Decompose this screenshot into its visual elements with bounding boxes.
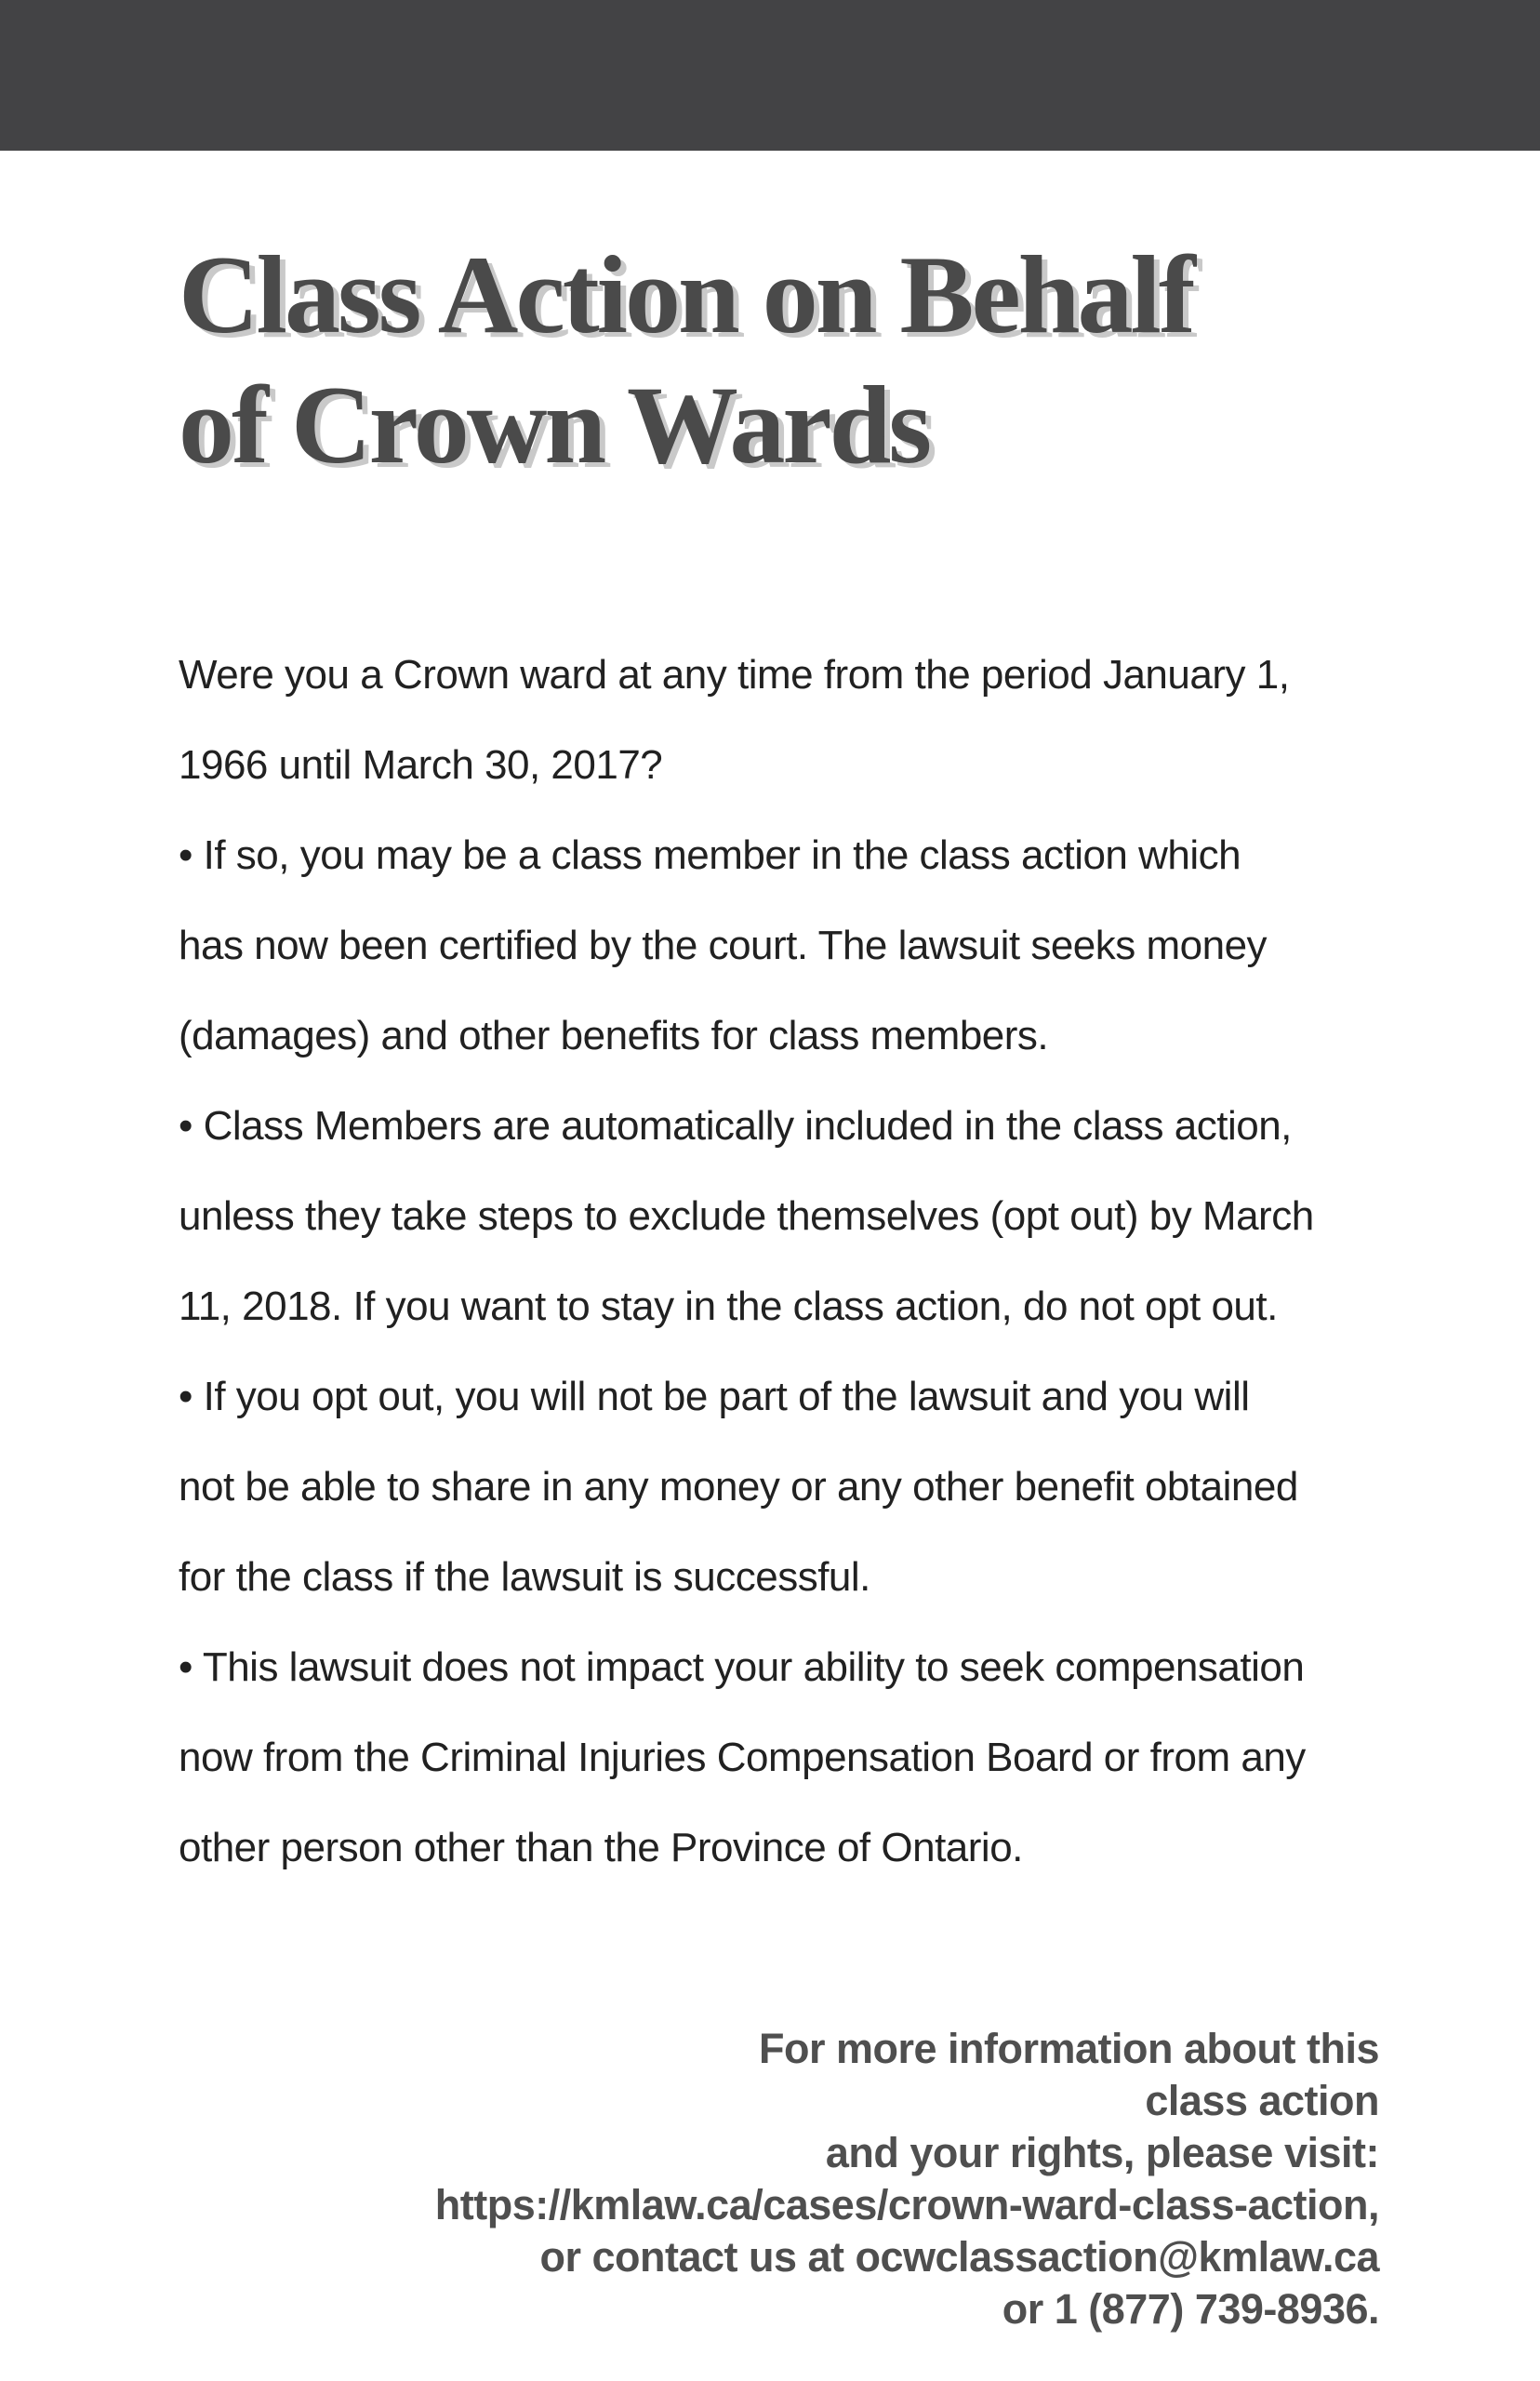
page-content — [0, 230, 1540, 2335]
body-text-line: • Class Members are automatically included in the class action, — [179, 1103, 1292, 1149]
notice-body — [179, 630, 1379, 1893]
footer-text-line: or contact us at ocwclassaction@kmlaw.ca — [539, 2233, 1379, 2281]
page-title-line-1: Class Action on Behalf — [179, 233, 1193, 356]
body-text-line: unless they take steps to exclude themselves (opt out) by March — [179, 1193, 1314, 1239]
body-text-line: not be able to share in any money or any other benefit obtained — [179, 1464, 1298, 1510]
contact-footer — [179, 2023, 1379, 2335]
body-text-line: (damages) and other benefits for class members. — [179, 1013, 1049, 1058]
body-text-line: Were you a Crown ward at any time from the period January 1, — [179, 652, 1290, 698]
body-text-line: now from the Criminal Injuries Compensation Board or from any — [179, 1735, 1306, 1780]
body-text-line: has now been certified by the court. The lawsuit seeks money — [179, 923, 1268, 968]
body-text-line: • If you opt out, you will not be part of the lawsuit and you will — [179, 1374, 1250, 1419]
header-bar — [0, 0, 1540, 151]
body-text-line: for the class if the lawsuit is successful. — [179, 1554, 870, 1600]
page-title-line-2: of Crown Wards — [179, 363, 930, 486]
footer-text-line: For more information about this — [759, 2025, 1379, 2072]
body-text-line: 1966 until March 30, 2017? — [179, 742, 663, 788]
page-title — [179, 230, 1379, 490]
body-text-line: • This lawsuit does not impact your ability to seek compensation — [179, 1644, 1305, 1690]
body-text-line: other person other than the Province of Ontario. — [179, 1825, 1023, 1870]
footer-text-line: class action — [1145, 2077, 1379, 2124]
footer-text-line: https://kmlaw.ca/cases/crown-ward-class-action, — [434, 2181, 1379, 2228]
footer-text-line: and your rights, please visit: — [825, 2129, 1379, 2176]
body-text-line: • If so, you may be a class member in the class action which — [179, 832, 1241, 878]
body-text-line: 11, 2018. If you want to stay in the class action, do not opt out. — [179, 1284, 1278, 1329]
footer-text-line: or 1 (877) 739-8936. — [1002, 2285, 1379, 2333]
